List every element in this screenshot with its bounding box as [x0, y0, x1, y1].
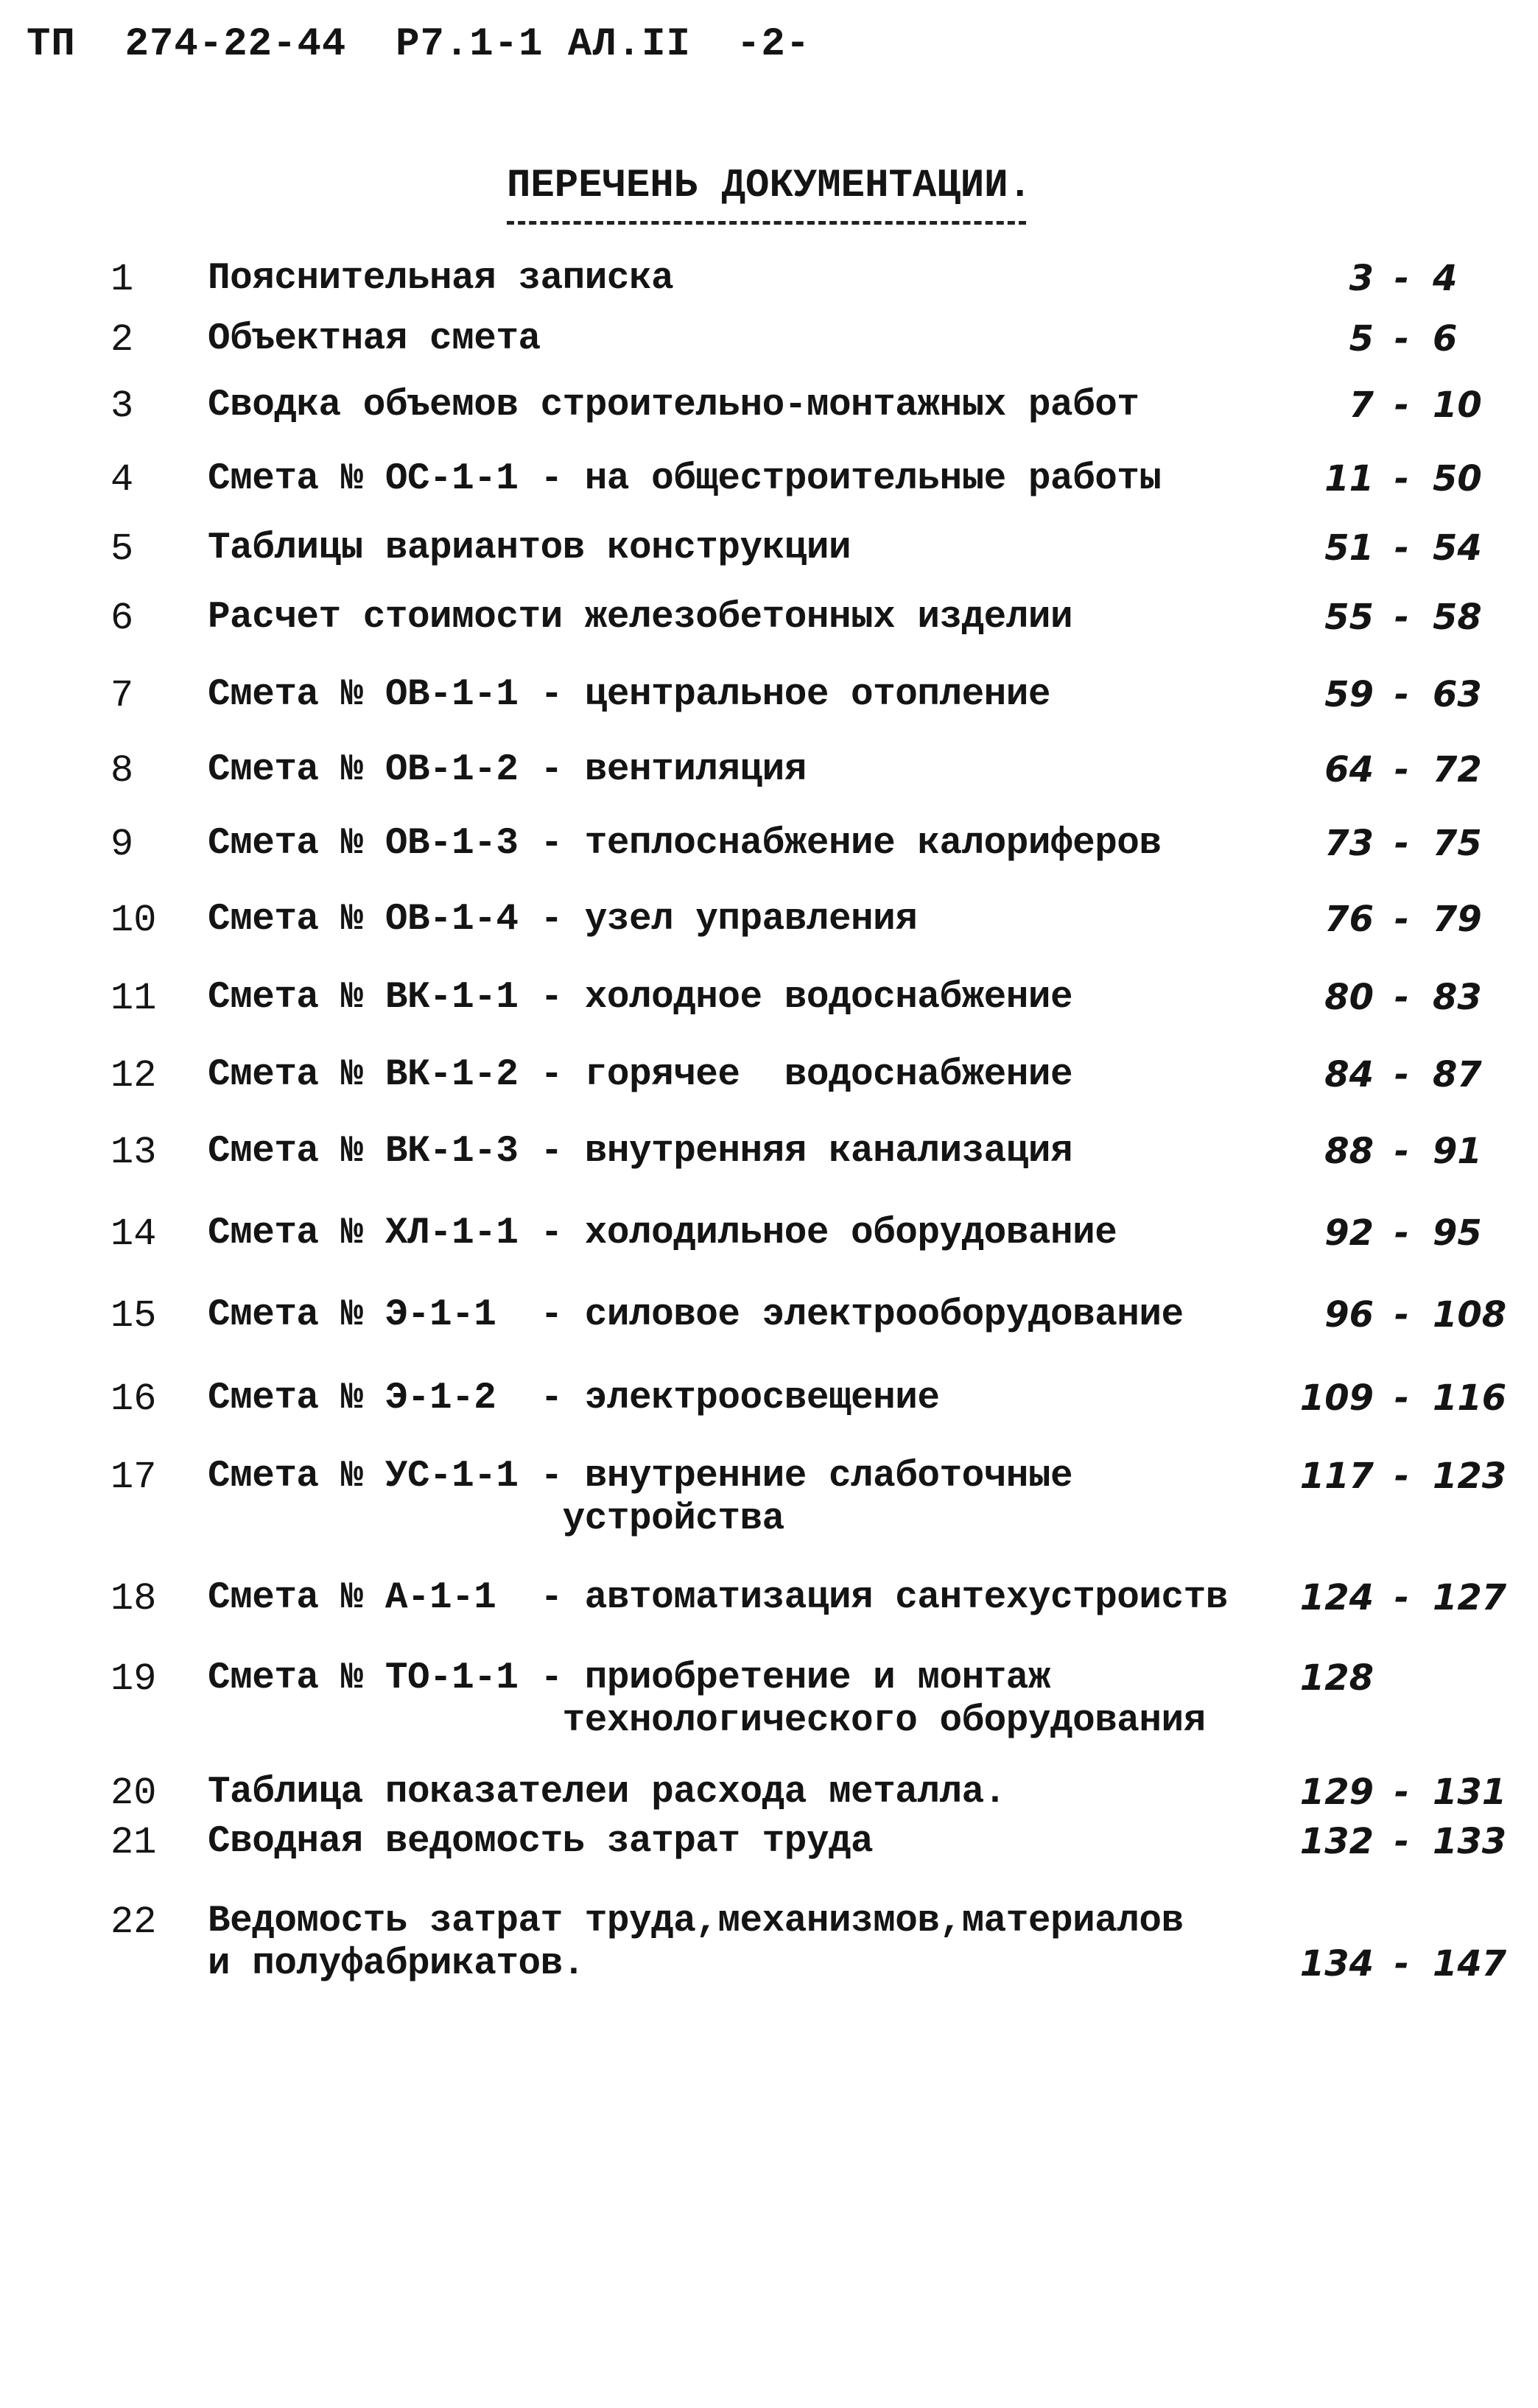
page-range-dash: -: [1394, 597, 1409, 638]
page-range-dash: -: [1394, 674, 1409, 715]
page-from: 64: [1324, 749, 1374, 790]
page-to: 131: [1433, 1772, 1507, 1813]
item-title: Таблицы вариантов конструкции: [208, 527, 851, 569]
item-number: 12: [110, 1054, 157, 1098]
page-from: 109: [1299, 1377, 1374, 1419]
item-title: Таблица показателеи расхода металла.: [208, 1772, 1006, 1814]
page-from: 3: [1349, 258, 1374, 299]
page-to: 83: [1433, 977, 1482, 1018]
item-title: Смета № УС-1-1 - внутренние слаботочные устройства: [208, 1456, 1073, 1540]
page-to: 50: [1433, 458, 1482, 499]
item-number: 4: [110, 458, 134, 502]
item-title: Смета № А-1-1 - автоматизация сантехустроиств: [208, 1577, 1228, 1619]
item-number: 22: [110, 1900, 157, 1944]
item-title: Объектная смета: [208, 318, 541, 360]
page-range-dash: -: [1394, 385, 1409, 426]
page-from: 11: [1324, 458, 1374, 499]
list-item: [0, 1377, 1538, 1422]
page-range-dash: -: [1394, 1943, 1409, 1984]
page-from: 5: [1349, 318, 1374, 359]
page-from: 96: [1324, 1294, 1374, 1335]
item-number: 2: [110, 318, 134, 362]
list-item: [0, 527, 1538, 572]
list-item: [0, 258, 1538, 302]
page-from: 117: [1299, 1456, 1374, 1497]
page-to: 10: [1433, 385, 1482, 426]
page-from: 73: [1324, 823, 1374, 864]
list-item: [0, 1577, 1538, 1621]
item-number: 1: [110, 258, 134, 301]
page-range-dash: -: [1394, 1577, 1409, 1618]
page-from: 134: [1299, 1943, 1374, 1984]
page-to: 63: [1433, 674, 1482, 715]
page-from: 80: [1324, 977, 1374, 1018]
list-item: [0, 318, 1538, 362]
page-to: 116: [1433, 1377, 1507, 1419]
page-from: 7: [1349, 385, 1374, 426]
item-title: Смета № ВК-1-2 - горячее водоснабжение: [208, 1054, 1073, 1096]
list-item: [0, 1900, 1538, 1985]
list-item: [0, 1772, 1538, 1816]
list-item: [0, 1054, 1538, 1098]
list-item: [0, 1212, 1538, 1257]
page-range-dash: -: [1394, 1131, 1409, 1172]
list-item: [0, 977, 1538, 1021]
page-to: 147: [1433, 1943, 1507, 1984]
page-range-dash: -: [1394, 749, 1409, 790]
page-range-dash: -: [1394, 899, 1409, 940]
list-item: [0, 899, 1538, 943]
page-to: 6: [1433, 318, 1458, 359]
item-title: Сводная ведомость затрат труда: [208, 1821, 874, 1863]
list-item: [0, 749, 1538, 793]
page-from: 84: [1324, 1054, 1374, 1095]
page-from: 129: [1299, 1772, 1374, 1813]
item-number: 13: [110, 1131, 157, 1174]
item-title: Смета № ОВ-1-1 - центральное отопление: [208, 674, 1050, 716]
list-item: [0, 823, 1538, 867]
item-number: 16: [110, 1377, 157, 1421]
page-to: 58: [1433, 597, 1482, 638]
page-to: 127: [1433, 1577, 1507, 1618]
page-to: 123: [1433, 1456, 1507, 1497]
page-range-dash: -: [1394, 1821, 1409, 1862]
item-number: 11: [110, 977, 157, 1020]
list-item: [0, 674, 1538, 718]
page-to: 133: [1433, 1821, 1507, 1862]
item-number: 21: [110, 1821, 157, 1864]
item-title: Смета № ХЛ-1-1 - холодильное оборудование: [208, 1212, 1117, 1254]
page-number: -2-: [737, 22, 811, 67]
page-range-dash: -: [1394, 1377, 1409, 1419]
page-range-dash: -: [1394, 1456, 1409, 1497]
item-number: 15: [110, 1294, 157, 1338]
item-number: 9: [110, 823, 134, 866]
item-title: Смета № ТО-1-1 - приобретение и монтаж технологического оборудования: [208, 1657, 1206, 1742]
list-item: [0, 1657, 1538, 1742]
page-to: 108: [1433, 1294, 1507, 1335]
page-to: 95: [1433, 1212, 1482, 1254]
item-number: 18: [110, 1577, 157, 1621]
item-number: 10: [110, 899, 157, 942]
item-title: Смета № ВК-1-3 - внутренняя канализация: [208, 1131, 1073, 1173]
page-from: 92: [1324, 1212, 1374, 1254]
list-item: [0, 1131, 1538, 1175]
page-range-dash: -: [1394, 318, 1409, 359]
item-number: 17: [110, 1456, 157, 1499]
page-range-dash: -: [1394, 1054, 1409, 1095]
page-to: 75: [1433, 823, 1482, 864]
page-to: 87: [1433, 1054, 1482, 1095]
list-item: [0, 458, 1538, 502]
item-number: 14: [110, 1212, 157, 1256]
title-underline: [507, 221, 1026, 225]
item-title: Расчет стоимости железобетонных изделии: [208, 597, 1073, 639]
page-from: 55: [1324, 597, 1374, 638]
item-title: Ведомость затрат труда,механизмов,материалов и полуфабрикатов.: [208, 1900, 1184, 1985]
item-number: 3: [110, 385, 134, 428]
item-number: 19: [110, 1657, 157, 1701]
item-number: 6: [110, 597, 134, 640]
list-item: [0, 385, 1538, 429]
page-range-dash: -: [1394, 977, 1409, 1018]
page-from: 132: [1299, 1821, 1374, 1862]
item-number: 7: [110, 674, 134, 717]
item-title: Смета № ОС-1-1 - на общестроительные работы: [208, 458, 1162, 500]
page-to: 4: [1433, 258, 1458, 299]
item-title: Смета № ВК-1-1 - холодное водоснабжение: [208, 977, 1073, 1019]
page-range-dash: -: [1394, 458, 1409, 499]
list-item: [0, 597, 1538, 641]
page-to: 91: [1433, 1131, 1482, 1172]
page-range-dash: -: [1394, 1212, 1409, 1254]
page-range-dash: -: [1394, 1294, 1409, 1335]
item-title: Пояснительная записка: [208, 258, 674, 300]
page-from: 128: [1299, 1657, 1374, 1699]
page-from: 88: [1324, 1131, 1374, 1172]
item-title: Смета № ОВ-1-3 - теплоснабжение калориферов: [208, 823, 1162, 865]
item-title: Смета № Э-1-1 - силовое электрооборудование: [208, 1294, 1184, 1336]
page-from: 76: [1324, 899, 1374, 940]
page-range-dash: -: [1394, 527, 1409, 569]
page-from: 124: [1299, 1577, 1374, 1618]
page-from: 59: [1324, 674, 1374, 715]
list-item: [0, 1821, 1538, 1865]
item-number: 8: [110, 749, 134, 793]
item-title: Смета № Э-1-2 - электроосвещение: [208, 1377, 940, 1419]
list-item: [0, 1294, 1538, 1338]
item-title: Сводка объемов строительно-монтажных работ: [208, 385, 1140, 427]
item-title: Смета № ОВ-1-4 - узел управления: [208, 899, 918, 941]
list-item: [0, 1456, 1538, 1540]
page-range-dash: -: [1394, 823, 1409, 864]
item-number: 20: [110, 1772, 157, 1815]
page-to: 79: [1433, 899, 1482, 940]
item-title: Смета № ОВ-1-2 - вентиляция: [208, 749, 807, 791]
page-range-dash: -: [1394, 1772, 1409, 1813]
page-to: 54: [1433, 527, 1482, 569]
page-range-dash: -: [1394, 258, 1409, 299]
document-code: ТП 274-22-44 Р7.1-1 АЛ.II: [27, 22, 691, 67]
item-number: 5: [110, 527, 134, 571]
page-to: 72: [1433, 749, 1482, 790]
page-from: 51: [1324, 527, 1374, 569]
page-title: ПЕРЕЧЕНЬ ДОКУМЕНТАЦИИ.: [507, 164, 1032, 208]
